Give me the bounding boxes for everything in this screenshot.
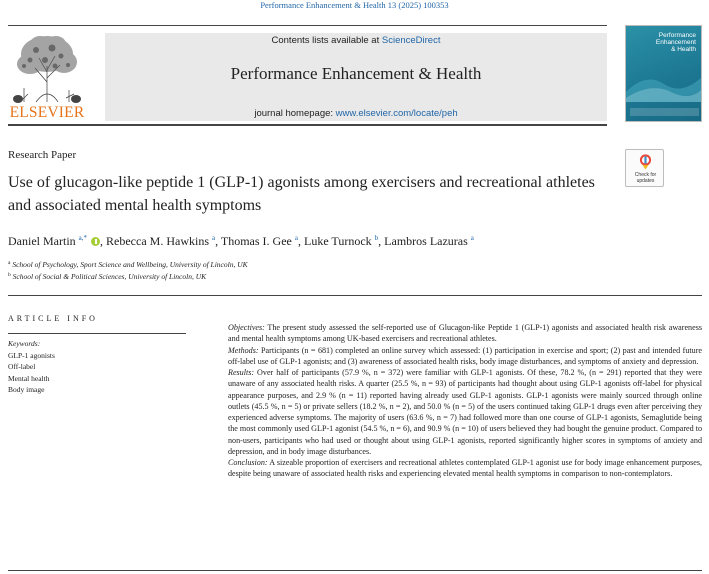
journal-cover-thumbnail[interactable] bbox=[625, 25, 702, 122]
contents-list-line bbox=[105, 35, 607, 47]
abstract-section-text: A sizeable proportion of exercisers and recreational athletes contemplated GLP-1 agonist use for body image enhancement purposes, despite being unaware of associated health risks and experiencing elevated mental health symptoms in comparison to non-contemplators. bbox=[228, 458, 702, 479]
check-for-updates-badge[interactable] bbox=[625, 149, 664, 187]
keywords-label: Keywords: bbox=[8, 339, 41, 348]
author-name[interactable]: Lambros Lazuras bbox=[384, 234, 468, 248]
affiliation bbox=[8, 270, 206, 282]
abstract-objectives bbox=[228, 322, 702, 345]
header-rule-top bbox=[8, 25, 607, 26]
abstract-conclusion bbox=[228, 457, 702, 480]
cover-artwork bbox=[626, 62, 702, 102]
abstract-section-label: Conclusion: bbox=[228, 458, 268, 467]
abstract-section-text: The present study assessed the self-reported use of Glucagon-like Peptide 1 (GLP-1) agonists and associated health risk awareness and mental health symptoms among UK-based exercisers and recreational athletes. bbox=[228, 323, 702, 344]
journal-homepage-link[interactable]: www.elsevier.com/locate/peh bbox=[335, 108, 458, 119]
keyword-item[interactable]: GLP-1 agonists bbox=[8, 351, 55, 360]
article-title: Use of glucagon-like peptide 1 (GLP-1) agonists among exercisers and recreational athletes and associated mental health symptoms bbox=[8, 174, 595, 214]
abstract-section-label: Methods: bbox=[228, 345, 259, 355]
cover-title-line3: & Health bbox=[671, 46, 696, 53]
abstract-section-label: Objectives: bbox=[228, 323, 265, 332]
affiliation-text: School of Psychology, Sport Science and Wellbeing, University of Lincoln, UK bbox=[12, 260, 248, 269]
affiliation-mark: b bbox=[8, 272, 11, 278]
badge-text bbox=[626, 172, 665, 184]
abstract-section-text: Participants (n = 681) completed an online survey which assessed: (1) participation in exercise and sport; (2) past and intended future off-label use of GLP-1 agonists; and (3) awareness of associated health risks, body image disturbances, and symptoms of anxiety and depression. bbox=[228, 345, 702, 366]
bottom-rule bbox=[8, 570, 702, 571]
elsevier-logo[interactable] bbox=[6, 32, 88, 124]
keyword-item[interactable]: Mental health bbox=[8, 373, 50, 383]
keyword-item[interactable]: Off-label bbox=[8, 362, 36, 372]
journal-name: Performance Enhancement & Health bbox=[230, 64, 482, 83]
badge-line1: Check for bbox=[634, 172, 657, 178]
author-affiliation-mark[interactable]: a,* bbox=[78, 234, 88, 242]
header-rule-bottom bbox=[8, 124, 607, 126]
cover-footer-band bbox=[630, 108, 699, 116]
author-affiliation-mark[interactable]: a bbox=[294, 234, 298, 242]
section-divider bbox=[8, 295, 702, 296]
keywords-list bbox=[8, 350, 186, 395]
homepage-prefix: journal homepage: bbox=[254, 108, 336, 119]
badge-line2: updates bbox=[636, 178, 655, 184]
journal-citation[interactable]: Performance Enhancement & Health 13 (2025) 100353 bbox=[260, 0, 449, 10]
abstract-results bbox=[228, 367, 702, 457]
keyword-item[interactable]: Body image bbox=[8, 384, 45, 394]
author-name[interactable]: Rebecca M. Hawkins bbox=[106, 234, 209, 248]
sciencedirect-link[interactable]: ScienceDirect bbox=[381, 35, 441, 46]
author-name[interactable]: Luke Turnock bbox=[303, 234, 372, 248]
affiliation bbox=[8, 258, 248, 270]
affiliation-mark: a bbox=[8, 260, 11, 266]
author-name[interactable]: Daniel Martin bbox=[8, 234, 76, 248]
abstract-body bbox=[228, 322, 702, 480]
orcid-icon[interactable] bbox=[91, 237, 100, 246]
author-name[interactable]: Thomas I. Gee bbox=[220, 234, 292, 248]
author-list: Daniel Martin $^{a,*}$ , Rebecca M. Hawkins $^a$, Thomas I. Gee $^a$, Luke Turnock $^b$, Lambros Lazuras $^a$ bbox=[8, 234, 474, 248]
publisher-name: ELSEVIER bbox=[9, 104, 85, 121]
crossmark-icon bbox=[639, 154, 652, 170]
elsevier-tree-icon bbox=[6, 32, 88, 104]
author-affiliation-mark[interactable]: b bbox=[374, 234, 379, 242]
author-affiliation-mark[interactable]: a bbox=[211, 234, 216, 242]
abstract-section-label: Results: bbox=[228, 368, 255, 377]
author-affiliation-mark[interactable]: a bbox=[470, 234, 474, 242]
article-type: Research Paper bbox=[8, 149, 77, 161]
affiliation-text: School of Social & Political Sciences, University of Lincoln, UK bbox=[12, 272, 207, 281]
article-info-heading: ARTICLE INFO bbox=[8, 314, 98, 323]
cover-title bbox=[632, 32, 696, 53]
abstract-methods bbox=[228, 345, 702, 368]
contents-prefix: Contents lists available at bbox=[271, 35, 382, 46]
cover-title-line2: Enhancement bbox=[655, 39, 696, 46]
article-info-rule bbox=[8, 333, 186, 334]
journal-homepage-line bbox=[105, 108, 607, 120]
cover-title-line1: Performance bbox=[658, 32, 696, 39]
abstract-section-text: Over half of participants (57.9 %, n = 372) were familiar with GLP-1 agonists. Of these, 78.2 %, (n = 291) reported that they were unaware of any associated health risks. A quarter (25.5 %, n = 93) of participants had thought about using GLP-1 agonists off-label for physical appearance purposes, and 2.9 % (n = 11) reported having already used GLP-1 agonists. GLP-1 agonists were mainly sourced through online outlets (45.5 %, n = 5) or private sellers (18.2 %, n = 2), and 50.0 % (n = 5) of the users continued taking GLP-1 drugs even after perceiving they experienced adverse symptoms. The majority of users (63.6 %, n = 7) had followed more than one course of GLP-1 agonists, Semaglutide being the most commonly used GLP-1 agonist (54.5 %, n = 6), and 90.9 % (n = 10) of users believed they had bought the genuine product. Compared to non-users, participants who had used or thought about using GLP-1 agonists, reported significantly higher scores in symptoms of anxiety and depression, and in body image disturbances. bbox=[228, 368, 702, 456]
